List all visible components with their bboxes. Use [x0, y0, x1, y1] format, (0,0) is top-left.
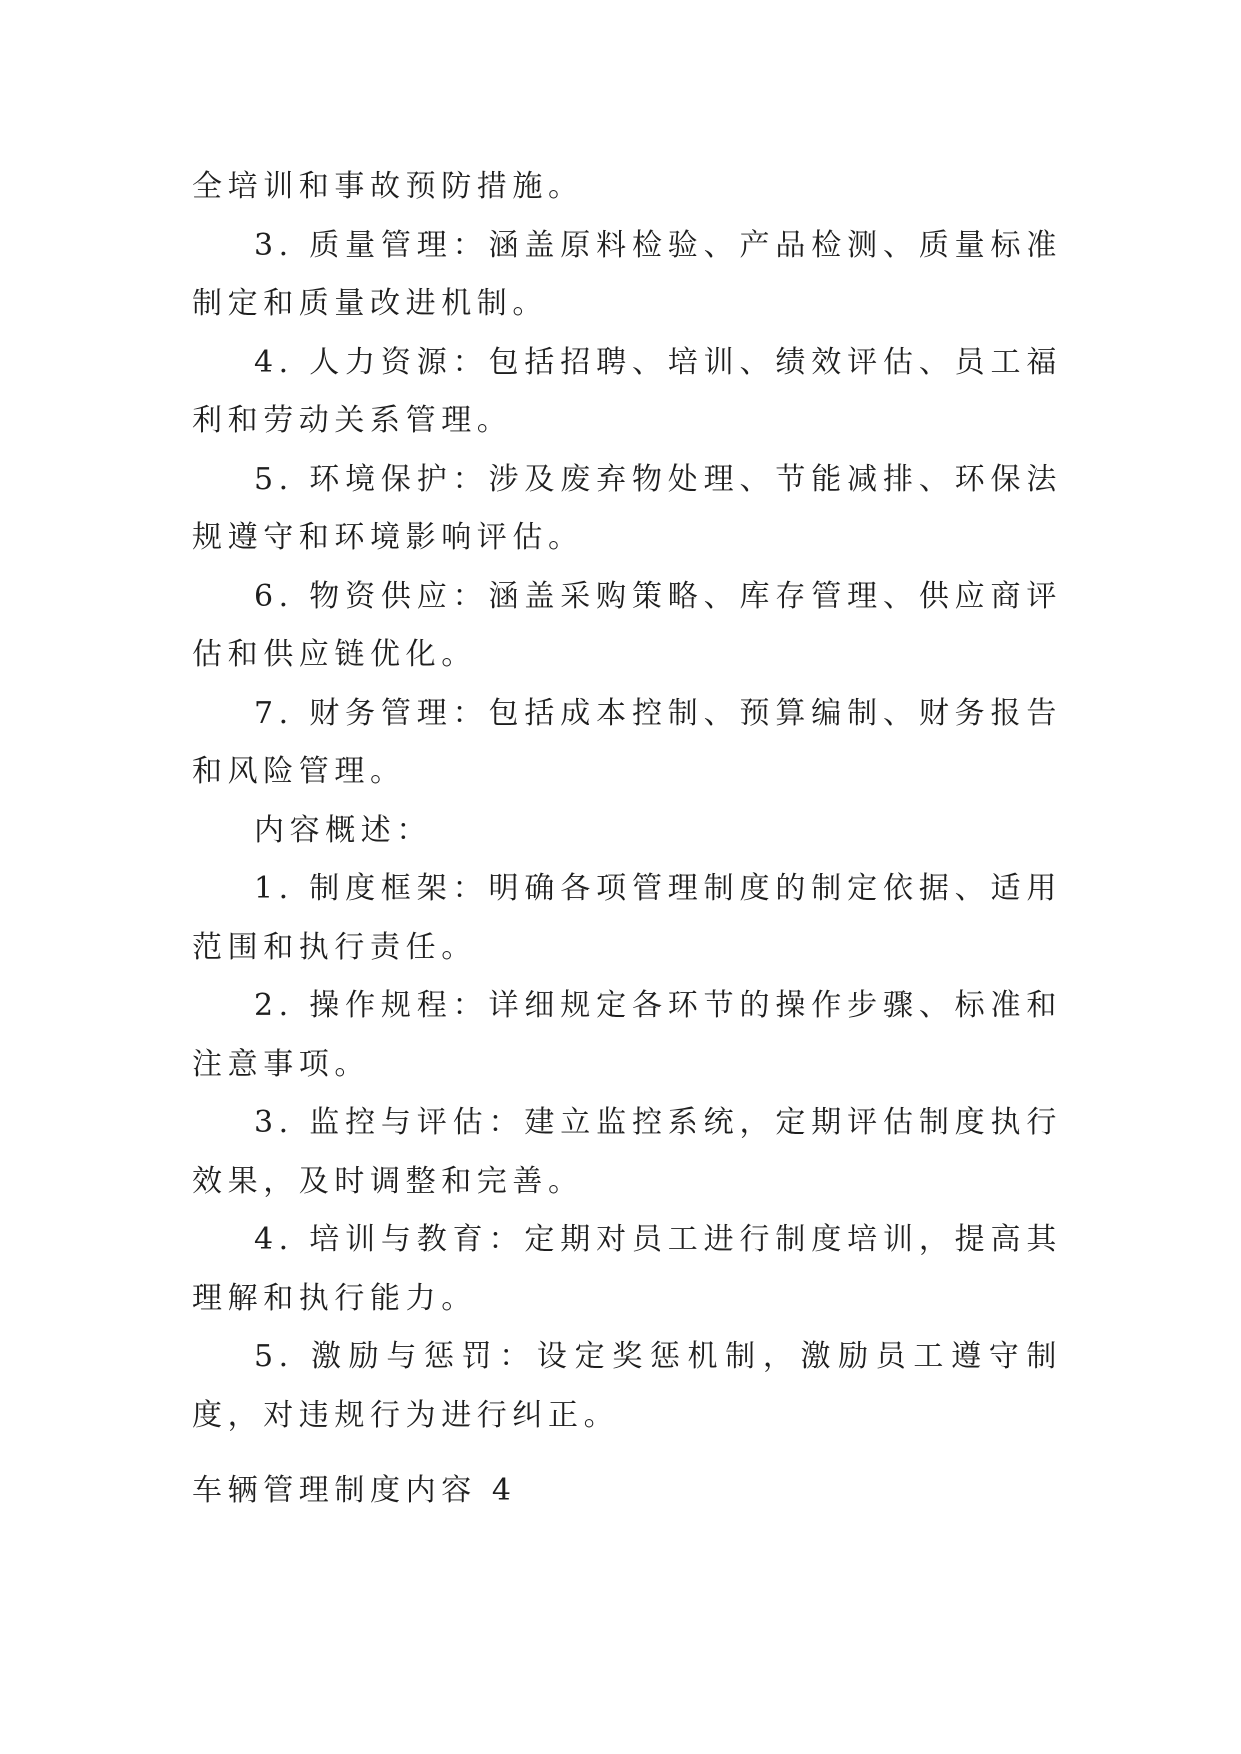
section-heading: 车辆管理制度内容 4	[192, 1473, 517, 1508]
list-item-environmental-protection: 5. 环境保护：涉及废弃物处理、节能减排、环保法规遵守和环境影响评估。	[192, 461, 1062, 555]
list-item-financial-management: 7. 财务管理：包括成本控制、预算编制、财务报告和风险管理。	[192, 695, 1062, 789]
list-item-material-supply: 6. 物资供应：涵盖采购策略、库存管理、供应商评估和供应链优化。	[192, 578, 1062, 672]
list-item-operating-procedures: 2. 操作规程：详细规定各环节的操作步骤、标准和注意事项。	[192, 988, 1062, 1082]
body-text	[192, 158, 1062, 1445]
list-item-quality-management: 3. 质量管理：涵盖原料检验、产品检测、质量标准制定和质量改进机制。	[192, 227, 1062, 321]
content-overview-label: 内容概述：	[254, 812, 432, 848]
paragraph-continuation: 全培训和事故预防措施。	[192, 169, 584, 204]
list-item-incentives-penalties: 5. 激励与惩罚：设定奖惩机制，激励员工遵守制度，对违规行为进行纠正。	[192, 1339, 1062, 1433]
list-item-system-framework: 1. 制度框架：明确各项管理制度的制定依据、适用范围和执行责任。	[192, 871, 1062, 965]
list-item-monitoring-evaluation: 3. 监控与评估：建立监控系统，定期评估制度执行效果，及时调整和完善。	[192, 1105, 1062, 1199]
list-item-training-education: 4. 培训与教育：定期对员工进行制度培训，提高其理解和执行能力。	[192, 1222, 1062, 1316]
list-item-human-resources: 4. 人力资源：包括招聘、培训、绩效评估、员工福利和劳动关系管理。	[192, 344, 1062, 438]
